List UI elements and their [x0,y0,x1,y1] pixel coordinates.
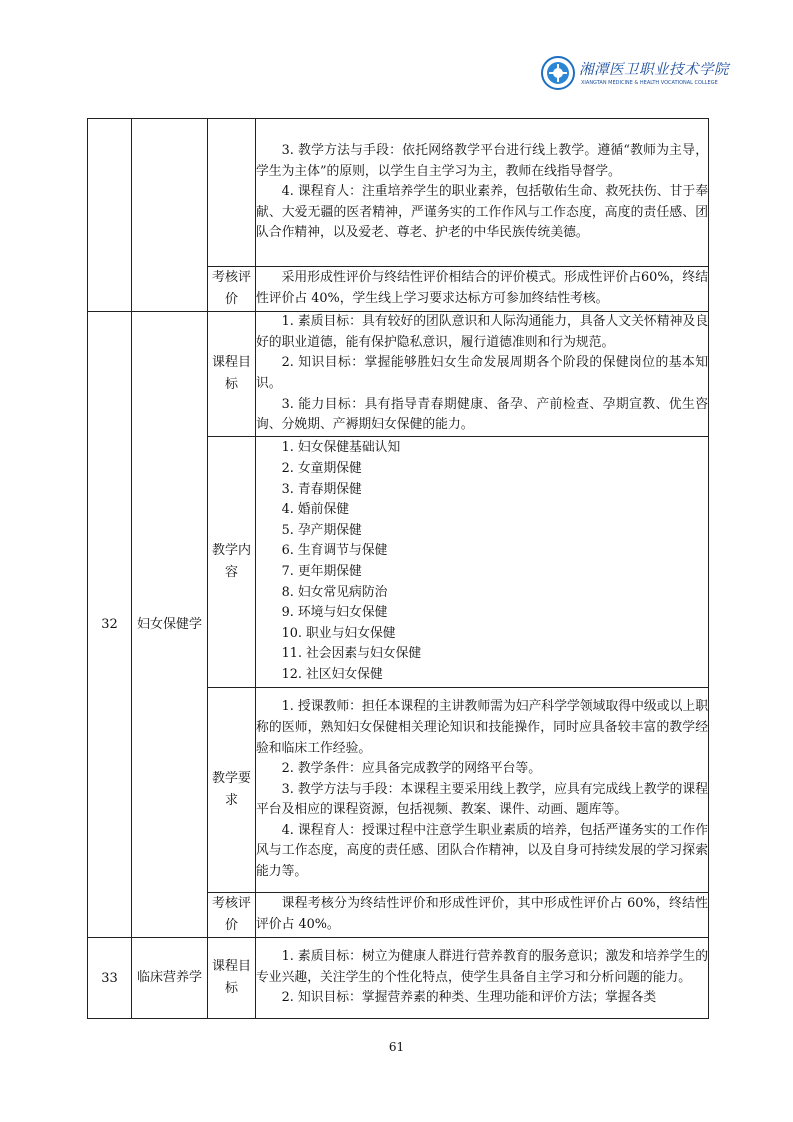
content-item: 6. 生育调节与保健 [281,543,388,559]
content-item: 7. 更年期保健 [281,564,362,579]
course-33-goals [256,938,709,1019]
course-32-goal-1: 1. 素质目标：具有较好的团队意识和人际沟通能力，具备人文关怀精神及良好的职业道德，能有保护隐私意识，履行道德准则和行为规范。 [256,314,708,350]
table-row [88,312,709,437]
course-32-assess [256,893,709,938]
course-33-goal-1: 1. 素质目标：树立为健康人群进行营养教育的服务意识；激发和培养学生的专业兴趣，关注学生的个性化特点，使学生具备自主学习和分析问题的能力。 [256,949,708,985]
course-32-content-label: 教学内容 [208,437,256,688]
prev-name-cell [132,119,208,312]
prev-req-cell [256,119,709,267]
content-item: 4. 婚前保健 [281,502,350,518]
course-32-assess-label: 考核评价 [208,893,256,938]
course-table [87,118,709,1019]
table-row [88,938,709,1019]
content-item: 8. 妇女常见病防治 [281,584,388,600]
course-32-goal-label: 课程目标 [208,312,256,437]
course-32-goal-2: 2. 知识目标：掌握能够胜妇女生命发展周期各个阶段的保健岗位的基本知识。 [256,355,708,391]
prev-assess-text: 采用形成性评价与终结性评价相结合的评价模式。形成性评价占60%，终结性评价占 40%，学生线上学习要求达标方可参加终结性考核。 [256,270,708,306]
course-32-num: 32 [88,312,132,938]
course-32-reqs [256,688,709,893]
content-item: 5. 孕产期保健 [281,522,362,538]
course-32-req-1: 1. 授课教师：担任本课程的主讲教师需为妇产科学学领域取得中级或以上职称的医师，熟知妇女保健相关理论知识和技能操作，同时应具备较丰富的教学经验和临床工作经验。 [256,699,708,756]
course-33-goal-2: 2. 知识目标：掌握营养素的种类、生理功能和评价方法；掌握各类 [281,990,657,1006]
page-number: 61 [388,1040,405,1054]
prev-num-cell [88,119,132,312]
course-32-name: 妇女保健学 [132,312,208,938]
content-item: 2. 女童期保健 [281,461,362,477]
course-33-goal-label: 课程目标 [208,938,256,1019]
college-emblem-icon [541,56,575,90]
course-32-req-label: 教学要求 [208,688,256,893]
course-33-name: 临床营养学 [132,938,208,1019]
college-logo [541,52,741,104]
college-name-english: XIANGTAN MEDICINE & HEALTH VOCATIONAL COLLEGE [581,80,718,86]
content-item: 1. 妇女保健基础认知 [281,440,401,456]
course-33-num: 33 [88,938,132,1019]
content-item: 3. 青春期保健 [281,481,362,497]
content-item: 12. 社区妇女保健 [281,666,383,682]
course-32-goal-3: 3. 能力目标：具有指导青春期健康、备孕、产前检查、孕期宣教、优生咨询、分娩期、产褥期妇女保健的能力。 [256,396,708,433]
prev-req-label-cell [208,119,256,267]
course-32-goals [256,312,709,437]
prev-assess-cell [256,267,709,312]
table-row [88,119,709,267]
college-name: 湘潭医卫职业技术学院 [579,62,729,78]
course-32-content [256,437,709,688]
course-32-assess-text: 课程考核分为终结性评价和形成性评价，其中形成性评价占 60%，终结性评价占 40%。 [256,896,708,932]
course-32-req-4: 4. 课程育人：授课过程中注意学生职业素质的培养，包括严谨务实的工作作风与工作态度，高度的责任感、团队合作精神，以及自身可持续发展的学习探索能力等。 [256,822,708,880]
prev-ideo-text: 4. 课程育人：注重培养学生的职业素养，包括敬佑生命、救死扶伤、甘于奉献、大爱无疆的医者精神，严谨务实的工作作风与工作态度，高度的责任感、团队合作精神，以及爱老、尊老、护老的中华民族传统美德。 [256,184,708,241]
course-32-req-2: 2. 教学条件：应具备完成教学的网络平台等。 [281,761,542,777]
content-item: 11. 社会因素与妇女保健 [281,646,422,662]
prev-assess-label: 考核评价 [208,267,256,312]
course-32-req-3: 3. 教学方法与手段：本课程主要采用线上教学，应具有完成线上教学的课程平台及相应的课程资源，包括视频、教案、课件、动画、题库等。 [256,781,708,818]
content-item: 9. 环境与妇女保健 [281,605,388,621]
prev-method-text: 3. 教学方法与手段：依托网络教学平台进行线上教学。遵循“教师为主导，学生为主体”的原则，以学生自主学习为主，教师在线指导督学。 [256,143,708,179]
content-item: 10. 职业与妇女保健 [281,625,396,641]
